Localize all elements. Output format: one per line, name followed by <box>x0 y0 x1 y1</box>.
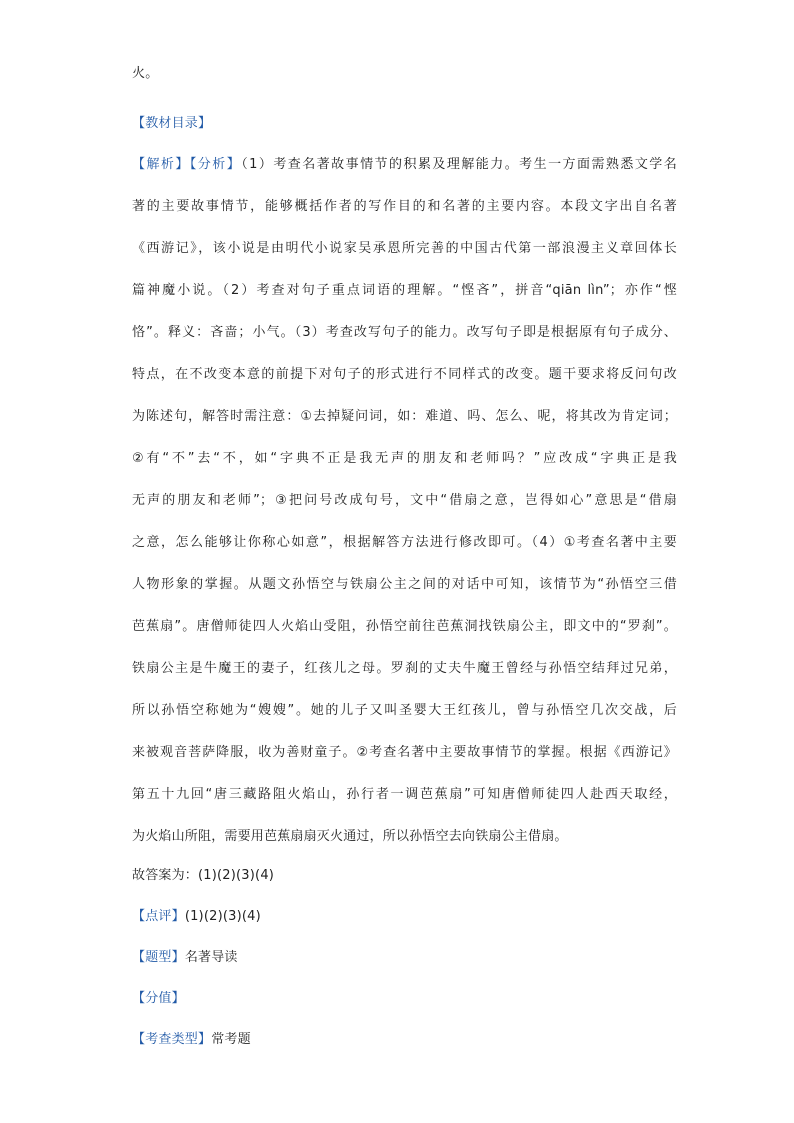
analysis-line-9: 无声的朋友和老师”；③把问号改成句号，文中“借扇之意，岂得如心”意思是“借扇 <box>132 493 677 508</box>
analysis-line-6: 特点，在不改变本意的前提下对句子的形式进行不同样式的改变。题干要求将反问句改 <box>132 367 677 382</box>
analysis-sub-tag: 【分析】 <box>189 157 242 172</box>
analysis-line-10: 之意，怎么能够让你称心如意”，根据解答方法进行修改即可。（4）①考查名著中主要 <box>132 535 677 550</box>
analysis-line-8: ②有“不”去“不，如“字典不正是我无声的朋友和老师吗？”应改成“字典正是我 <box>132 451 677 466</box>
analysis-line-1 <box>132 155 677 175</box>
analysis-line-7: 为陈述句，解答时需注意：①去掉疑问词，如：难道、吗、怎么、呢，将其改为肯定词； <box>132 409 677 424</box>
score-section <box>132 989 185 1009</box>
analysis-line-4: 篇神魔小说。（2）考查对句子重点词语的理解。“悭吝”，拼音“qiān lìn”；亦作“悭 <box>132 283 677 298</box>
analysis-line-16: 第五十九回“唐三藏路阻火焰山，孙行者一调芭蕉扇”可知唐僧师徒四人赴西天取经， <box>132 787 677 802</box>
analysis-line-5: 恪”。释义：吝啬；小气。（3）考查改写句子的能力。改写句子即是根据原有句子成分、 <box>132 325 677 340</box>
comment-tag: 【点评】 <box>132 909 185 924</box>
analysis-line-2: 著的主要故事情节，能够概括作者的写作目的和名著的主要内容。本段文字出自名著 <box>132 199 677 214</box>
analysis-line-13: 铁扇公主是牛魔王的妻子，红孩儿之母。罗刹的丈夫牛魔王曾经与孙悟空结拜过兄弟， <box>132 661 677 676</box>
analysis-line-15: 来被观音菩萨降服，收为善财童子。②考查名著中主要故事情节的掌握。根据《西游记》 <box>132 745 677 760</box>
analysis-tag: 【解析】 <box>132 157 190 172</box>
textbook-section <box>132 114 211 134</box>
exam-type-section <box>132 1030 251 1050</box>
type-value: 名著导读 <box>184 950 238 965</box>
analysis-line-11: 人物形象的掌握。从题文孙悟空与铁扇公主之间的对话中可知，该情节为“孙悟空三借 <box>132 577 677 592</box>
type-section <box>132 948 238 968</box>
analysis-line-3: 《西游记》，该小说是由明代小说家吴承恩所完善的中国古代第一部浪漫主义章回体长 <box>132 241 677 256</box>
analysis-line-14: 所以孙悟空称她为“嫂嫂”。她的儿子又叫圣婴大王红孩儿，曾与孙悟空几次交战，后 <box>132 703 677 718</box>
exam-type-tag: 【考查类型】 <box>132 1032 212 1047</box>
type-tag: 【题型】 <box>132 950 185 965</box>
analysis-line-12: 芭蕉扇”。唐僧师徒四人火焰山受阻，孙悟空前往芭蕉洞找铁扇公主，即文中的“罗刹”。 <box>132 619 677 634</box>
comment-section <box>132 907 261 927</box>
score-tag: 【分值】 <box>132 991 185 1006</box>
top-fragment: 火。 <box>132 66 159 81</box>
answer-line: 故答案为：(1)(2)(3)(4) <box>132 868 275 883</box>
exam-type-value: 常考题 <box>211 1032 251 1047</box>
textbook-tag: 【教材目录】 <box>132 116 212 131</box>
comment-value: (1)(2)(3)(4) <box>184 909 261 924</box>
analysis-text: （1）考查名著故事情节的积累及理解能力。考生一方面需熟悉文学名 <box>241 157 677 172</box>
analysis-line-17: 为火焰山所阻，需要用芭蕉扇扇灭火通过，所以孙悟空去向铁扇公主借扇。 <box>132 829 568 844</box>
